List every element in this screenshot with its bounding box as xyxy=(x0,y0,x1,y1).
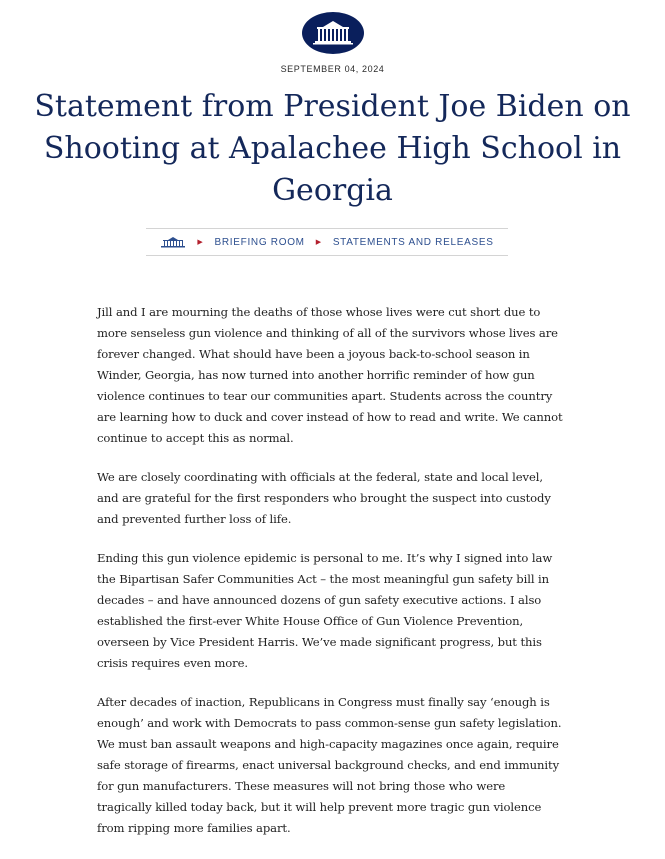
breadcrumb xyxy=(146,228,508,256)
page-title xyxy=(0,86,665,212)
article-paragraph: Jill and I are mourning the deaths of those whose lives were cut short due to more senseless gun violence and thinking of all of the survivors whose lives are forever changed. What should have been a joyous back-to-school season in Winder, Georgia, has now turned into another horrific reminder of how gun violence continues to tear our communities apart. Students across the country are learning how to duck and cover instead of how to read and write. We cannot continue to accept this as normal. xyxy=(97,305,563,445)
article-paragraph: We are closely coordinating with officials at the federal, state and local level, and are grateful for the first responders who brought the suspect into custody and prevented further loss of life. xyxy=(97,470,551,526)
publish-date: SEPTEMBER 04, 2024 xyxy=(280,64,385,74)
logo-container xyxy=(0,12,665,54)
white-house-logo[interactable] xyxy=(302,12,364,54)
chevron-right-icon: ▶ xyxy=(315,239,322,246)
page-title-text: Statement from President Joe Biden on Shooting at Apalachee High School in Georgia xyxy=(34,89,631,208)
article-body xyxy=(97,302,563,857)
article-paragraph: Ending this gun violence epidemic is personal to me. It’s why I signed into law the Bipartisan Safer Communities Act – the most meaningful gun safety bill in decades – and have announced dozens of gun safety executive actions. I also established the first-ever White House Office of Gun Violence Prevention, overseen by Vice President Harris. We’ve made significant progress, but this crisis requires even more. xyxy=(97,551,553,670)
breadcrumb-briefing-room[interactable]: BRIEFING ROOM xyxy=(214,236,305,248)
white-house-icon xyxy=(160,236,186,248)
white-house-seal-icon xyxy=(310,18,356,48)
article-paragraph: After decades of inaction, Republicans in Congress must finally say ‘enough is enough’ and work with Democrats to pass common-sense gun safety legislation. We must ban assault weapons and high-capacity magazines once again, require safe storage of firearms, enact universal background checks, and end immunity for gun manufacturers. These measures will not bring those who were tragically killed today back, but it will help prevent more tragic gun violence from ripping more families apart. xyxy=(97,695,562,835)
chevron-right-icon: ▶ xyxy=(197,239,204,246)
breadcrumb-home[interactable] xyxy=(160,236,186,248)
breadcrumb-statements-and-releases[interactable]: STATEMENTS AND RELEASES xyxy=(332,236,494,248)
